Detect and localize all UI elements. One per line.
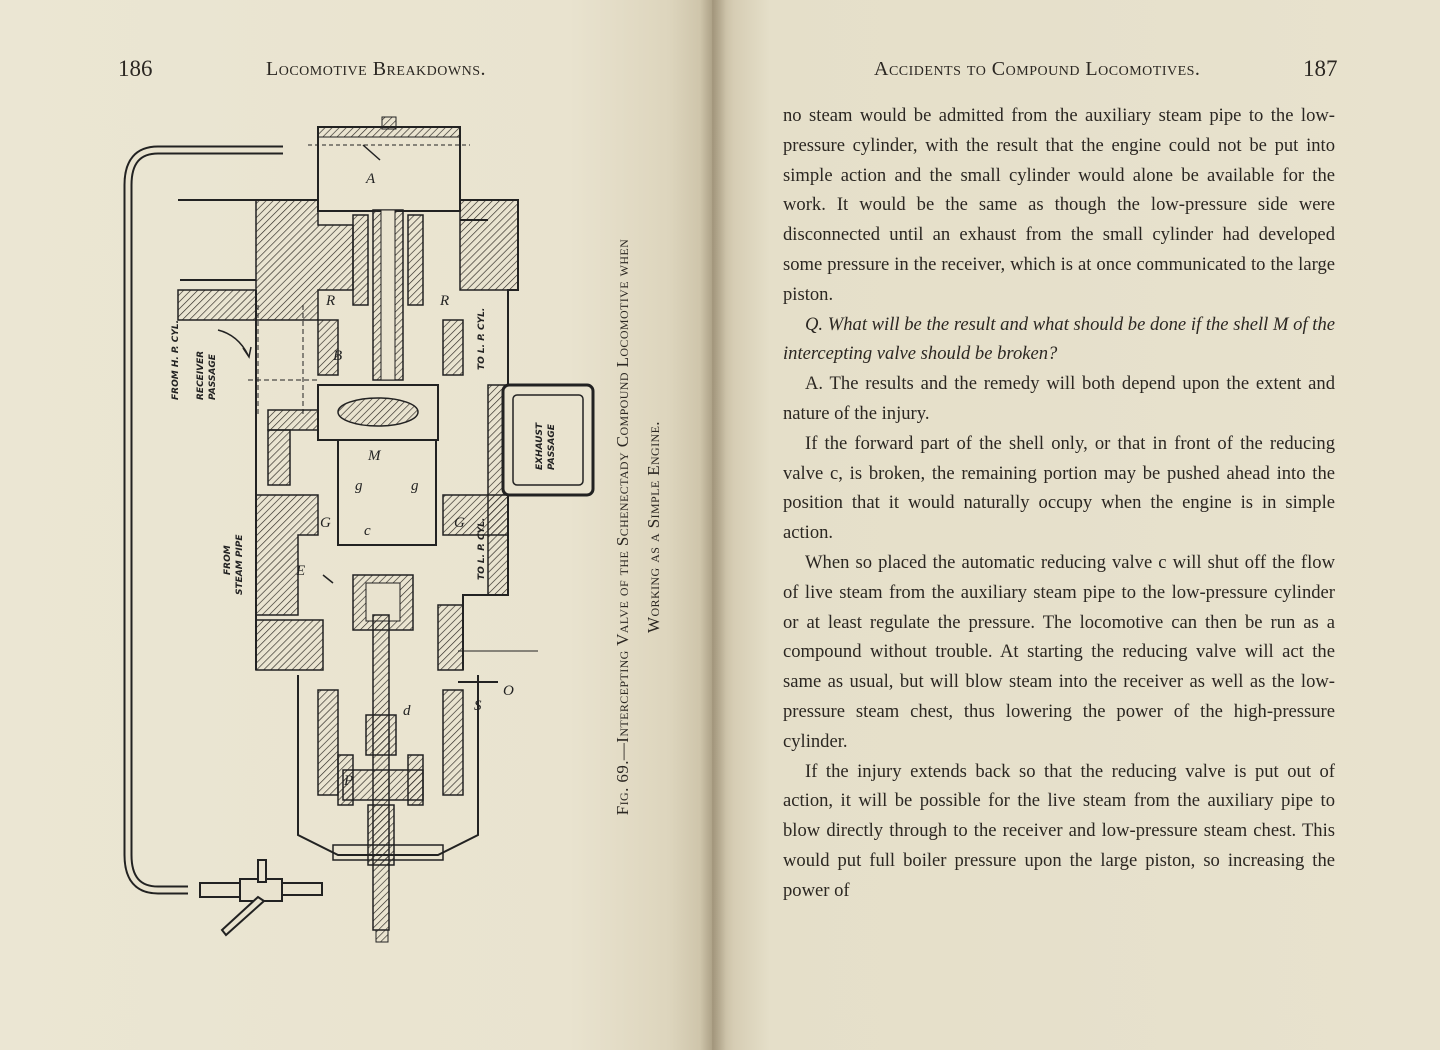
book-gutter	[700, 0, 726, 1050]
steam-cock	[200, 860, 322, 935]
paragraph-4: If the forward part of the shell only, or that in front of the reducing valve c, is broken, the remaining portion may be pushed ahead into the position that it would naturally occupy when the engine is in simple action.	[783, 432, 1335, 544]
question-paragraph: Q. What will be the result and what should be done if the shell M of the intercepting valve should be broken?	[783, 313, 1335, 365]
letter-O: O	[503, 683, 514, 699]
letter-E: E	[296, 563, 306, 579]
letter-P: P	[344, 773, 354, 789]
letter-d: d	[403, 703, 411, 719]
letter-c: c	[364, 523, 371, 539]
from-steam-pipe-line1: FROM	[223, 545, 233, 575]
left-page	[0, 0, 712, 1050]
caption-line-1: Fig. 69.—Intercepting Valve of the Schenectady Compound Locomotive when	[613, 238, 632, 816]
paragraph-1: no steam would be admitted from the auxiliary steam pipe to the low-pressure cylinder, with the result that the engine could not be put into simple action and the small cylinder would alone be available for the work. It would be the same as though the low-pressure side were disconnected until an exhaust from the small cylinder had developed some pressure in the receiver, which is at once communicated to the large piston.	[783, 105, 1335, 305]
to-lp-cyl-upper-label: TO L. P. CYL.	[477, 307, 487, 370]
caption-line-2: Working as a Simple Engine.	[644, 421, 663, 633]
right-page-number: 187	[1303, 56, 1338, 81]
receiver-label-line1: RECEIVER	[196, 350, 206, 400]
from-hp-cyl-label: FROM H. P. CYL.	[171, 319, 181, 400]
exhaust-label-line1: EXHAUST	[535, 422, 545, 470]
left-page-number: 186	[118, 56, 153, 81]
letter-M: M	[368, 448, 381, 464]
letter-g-right: g	[411, 478, 419, 494]
right-page-body	[783, 101, 1335, 906]
letter-g-left: g	[355, 478, 363, 494]
letter-B: B	[333, 348, 343, 364]
from-steam-pipe-line2: STEAM PIPE	[235, 534, 245, 595]
paragraph-5: When so placed the automatic reducing valve c will shut off the flow of live steam from the auxiliary steam pipe to the low-pressure cylinder or at least regulate the pressure. The locomotive can then be run as a compound without trouble. At starting the reducing valve will act the same as usual, but will blow steam into the receiver as well as the low-pressure steam chest, thus lowering the power of the high-pressure cylinder.	[783, 551, 1335, 752]
letter-G-left: G	[320, 515, 331, 531]
left-running-head: Locomotive Breakdowns.	[266, 58, 486, 80]
letter-R-right: R	[440, 293, 450, 309]
letter-S: S	[474, 698, 482, 714]
figure-caption	[607, 132, 669, 922]
intercepting-valve-diagram	[118, 115, 600, 945]
letter-A: A	[366, 171, 376, 187]
to-lp-cyl-lower-label: TO L. P. CYL.	[477, 517, 487, 580]
receiver-label-line2: PASSAGE	[208, 354, 218, 400]
right-running-head: Accidents to Compound Locomotives.	[874, 58, 1201, 80]
letter-G-right: G	[454, 515, 465, 531]
paragraph-6: If the injury extends back so that the reducing valve is put out of action, it will be possible for the live steam from the auxiliary pipe to blow directly through to the receiver and low-pressure steam chest. This would put full boiler pressure upon the large piston, so increasing the power of	[783, 760, 1335, 901]
letter-R-left: R	[326, 293, 336, 309]
exhaust-label-line2: PASSAGE	[547, 424, 557, 470]
answer-paragraph: A. The results and the remedy will both depend upon the extent and nature of the injury.	[783, 373, 1335, 424]
